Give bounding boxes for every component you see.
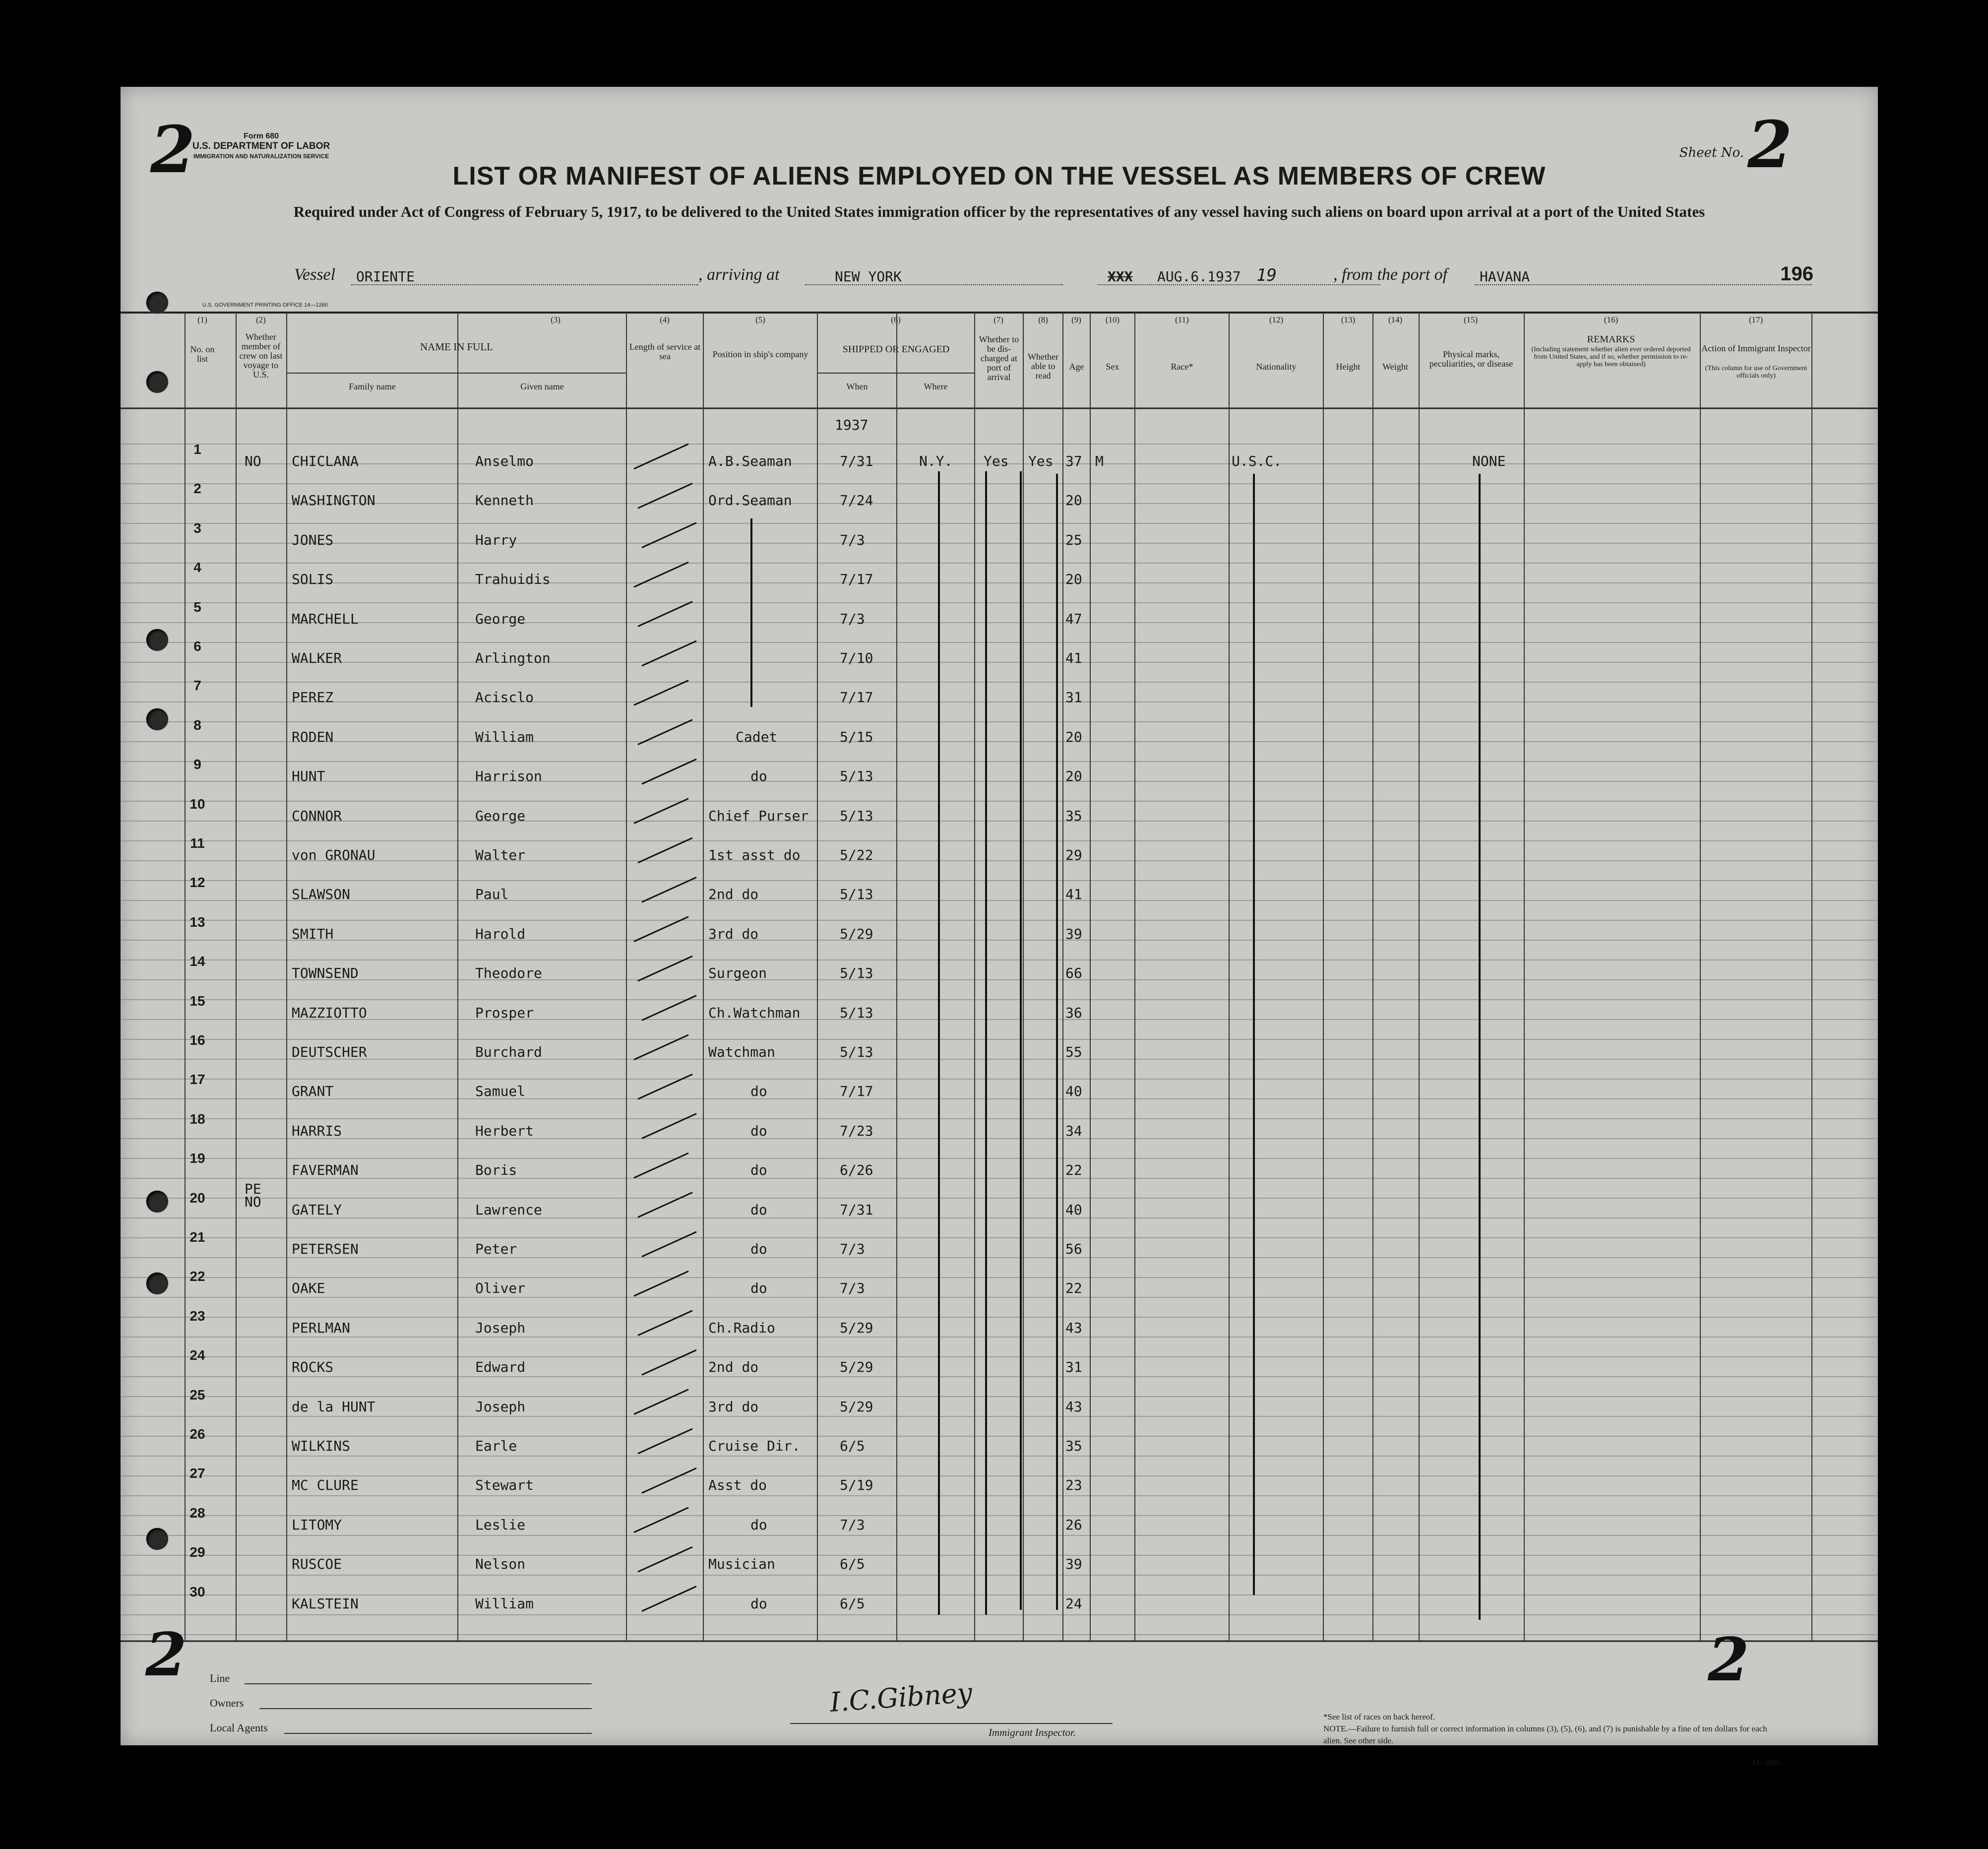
row-number: 21 (189, 1229, 205, 1245)
footer-owners-label: Owners (210, 1697, 244, 1709)
cell-position: do (750, 1122, 767, 1139)
column-number: (17) (1748, 315, 1763, 324)
cell-given: Joseph (475, 1398, 526, 1415)
cell-age: 20 (1065, 492, 1082, 509)
form-code: 14—1260 (1752, 1759, 1781, 1766)
cell-family: SMITH (292, 925, 334, 942)
header-age: Age (1069, 362, 1084, 372)
column-number: (8) (1038, 315, 1048, 324)
cell-when: 6/26 (840, 1162, 873, 1179)
row-number: 30 (189, 1584, 205, 1599)
row-number: 18 (189, 1111, 205, 1127)
row-number: 24 (189, 1347, 205, 1363)
service-tick (638, 483, 692, 508)
cell-family: SLAWSON (292, 886, 351, 903)
cell-family: ROCKS (292, 1359, 334, 1376)
service-tick (634, 1271, 688, 1296)
cell-age: 20 (1065, 768, 1082, 785)
cell-when: 7/3 (840, 531, 865, 548)
cell-given: Earle (475, 1438, 517, 1454)
cell-position: do (750, 768, 767, 785)
cell-family: von GRONAU (292, 847, 375, 863)
cell-when: 7/17 (840, 1083, 873, 1100)
header-sex: Sex (1106, 362, 1119, 372)
service-tick (642, 1350, 696, 1375)
cell-family: WALKER (292, 650, 342, 666)
footer-agents-rule (284, 1733, 592, 1734)
header-no-on-list: No. on list (190, 344, 215, 364)
cell-given: Edward (475, 1359, 526, 1376)
cell-family: LITOMY (292, 1516, 342, 1533)
cell-position: Ch.Radio (708, 1319, 775, 1336)
binder-hole (146, 292, 168, 314)
cell-age: 43 (1065, 1398, 1082, 1415)
cell-when: 5/29 (840, 1319, 873, 1336)
binder-hole (146, 1191, 168, 1212)
cell-when: 5/13 (840, 1004, 873, 1021)
cell-given: Joseph (475, 1319, 526, 1336)
cell-given: Trahuidis (475, 571, 551, 588)
cell-given: George (475, 807, 526, 824)
cell-given: Prosper (475, 1004, 534, 1021)
cell-when: 7/3 (840, 1241, 865, 1257)
inspector-rule (790, 1723, 1113, 1724)
service-tick (634, 444, 688, 469)
cell-when: 7/3 (840, 610, 865, 627)
cell-position: do (750, 1241, 767, 1257)
cell-when: 7/10 (840, 650, 873, 666)
row-number: 3 (193, 520, 201, 536)
service-tick (642, 1468, 696, 1493)
header-when: When (846, 382, 868, 391)
service-tick (634, 1390, 688, 1414)
cell-family: DEUTSCHER (292, 1044, 367, 1060)
binder-hole (146, 371, 168, 393)
footer-line-rule (245, 1683, 592, 1684)
cell-family: HARRIS (292, 1122, 342, 1139)
footer-note (1323, 1711, 1770, 1747)
service: IMMIGRATION AND NATURALIZATION SERVICE (193, 153, 329, 160)
cell-position: Cadet (736, 728, 778, 745)
cell-age: 47 (1065, 610, 1082, 627)
row-number: 9 (193, 757, 201, 772)
vessel-label: Vessel (294, 265, 336, 284)
cell-nationality: U.S.C. (1232, 453, 1282, 469)
cell-given: William (475, 1595, 534, 1612)
row-number: 13 (189, 914, 205, 930)
service-tick (642, 1114, 696, 1139)
cell-when: 7/17 (840, 689, 873, 706)
row-number: 10 (189, 796, 205, 812)
footer-line-label: Line (210, 1672, 230, 1684)
cell-position: do (750, 1162, 767, 1179)
cell-position: Cruise Dir. (708, 1438, 801, 1454)
cell-when: 7/24 (840, 492, 873, 509)
row-number: 8 (193, 717, 201, 733)
cell-family: HUNT (292, 768, 325, 785)
cell-position: do (750, 1201, 767, 1218)
cell-discharged: Yes (984, 453, 1009, 469)
column-number: (6) (891, 315, 901, 324)
cell-when: 6/5 (840, 1556, 865, 1573)
cell-position: Watchman (708, 1044, 775, 1060)
cell-age: 23 (1065, 1477, 1082, 1494)
service-tick (642, 759, 696, 784)
header-physical: Physical marks, peculiarities, or disease (1429, 349, 1513, 369)
binder-hole (146, 1273, 168, 1294)
cell-when: 5/29 (840, 1398, 873, 1415)
column-number: (7) (994, 315, 1003, 324)
cell-given: George (475, 610, 526, 627)
cell-age: 35 (1065, 1438, 1082, 1454)
header-position: Position in ship's company (712, 349, 808, 359)
header-remarks: REMARKS (1587, 334, 1635, 345)
cell-position: A.B.Seaman (708, 453, 792, 469)
row-number: 2 (193, 481, 201, 497)
cell-age: 25 (1065, 531, 1082, 548)
cell-family: TOWNSEND (292, 965, 359, 982)
service-tick (634, 680, 688, 705)
cell-family: OAKE (292, 1280, 325, 1297)
service-tick (634, 1508, 688, 1532)
service-tick (638, 1193, 692, 1217)
column-number: (4) (660, 315, 670, 324)
cell-position: Ch.Watchman (708, 1004, 801, 1021)
row-number: 29 (189, 1544, 205, 1560)
page-number: 196 (1780, 263, 1813, 285)
cell-age: 20 (1065, 728, 1082, 745)
cell-given: Paul (475, 886, 509, 903)
cell-when: 7/23 (840, 1122, 873, 1139)
cell-age: 37 (1065, 453, 1082, 469)
header-height: Height (1336, 362, 1361, 372)
column-number: (13) (1341, 315, 1356, 324)
header-discharged: Whether to be dis-charged at port of arrival (979, 334, 1019, 382)
cell-age: 66 (1065, 965, 1082, 982)
cell-family: PERLMAN (292, 1319, 351, 1336)
vessel-name: ORIENTE (356, 268, 415, 285)
header-length-service: Length of service at sea (629, 342, 701, 361)
cell-given: William (475, 728, 534, 745)
header-family-name: Family name (349, 382, 396, 391)
service-tick (634, 1035, 688, 1060)
service-tick (642, 1232, 696, 1257)
cell-when: 7/17 (840, 571, 873, 588)
service-tick (638, 1547, 692, 1572)
row-number: 20 (189, 1190, 205, 1206)
header-nationality: Nationality (1256, 362, 1297, 372)
sheet-label: Sheet No. (1679, 145, 1744, 160)
column-number: (16) (1604, 315, 1618, 324)
cell-given: Walter (475, 847, 526, 863)
sheet-number-bottom-left: 2 (145, 1620, 187, 1690)
row-number: 16 (189, 1032, 205, 1048)
cell-family: CHICLANA (292, 453, 359, 469)
cell-position: do (750, 1280, 767, 1297)
cell-age: 39 (1065, 925, 1082, 942)
page-title: LIST OR MANIFEST OF ALIENS EMPLOYED ON THE VESSEL AS MEMBERS OF CREW (452, 162, 1546, 191)
cell-position: do (750, 1595, 767, 1612)
cell-family: WILKINS (292, 1438, 351, 1454)
sheet-number-top-left: 2 (150, 112, 195, 188)
cell-physical: NONE (1472, 453, 1506, 469)
sheet-number-bottom-right: 2 (1708, 1625, 1749, 1695)
row-number: 11 (190, 835, 205, 851)
cell-age: 26 (1065, 1516, 1082, 1533)
struck-text: XXX (1108, 268, 1133, 285)
cell-age: 22 (1065, 1162, 1082, 1179)
cell-age: 29 (1065, 847, 1082, 863)
cell-age: 56 (1065, 1241, 1082, 1257)
cell-family: MC CLURE (292, 1477, 359, 1494)
cell-family: RODEN (292, 728, 334, 745)
service-tick (634, 1153, 688, 1178)
cell-family: GRANT (292, 1083, 334, 1100)
inspector-label: Immigrant Inspector. (989, 1726, 1076, 1738)
service-tick (642, 996, 696, 1020)
cell-given: Boris (475, 1162, 517, 1179)
cell-when: 6/5 (840, 1438, 865, 1454)
from-port: HAVANA (1480, 268, 1530, 285)
from-label: , from the port of (1333, 265, 1448, 284)
cell-given: Herbert (475, 1122, 534, 1139)
arriving-label: , arriving at (698, 265, 780, 284)
cell-age: 40 (1065, 1201, 1082, 1218)
cell-given: Lawrence (475, 1201, 542, 1218)
cell-age: 34 (1065, 1122, 1082, 1139)
cell-family: CONNOR (292, 807, 342, 824)
manifest-sheet (121, 87, 1878, 1766)
cell-given: Nelson (475, 1556, 526, 1573)
column-number: (5) (755, 315, 765, 324)
department: U.S. DEPARTMENT OF LABOR (192, 141, 330, 151)
cell-when: 5/13 (840, 886, 873, 903)
cell-when: 6/5 (840, 1595, 865, 1612)
row-number: 17 (189, 1072, 205, 1087)
cell-age: 31 (1065, 1359, 1082, 1376)
arriving-port: NEW YORK (835, 268, 902, 285)
cell-given: Harrison (475, 768, 542, 785)
cell-when: 7/3 (840, 1516, 865, 1533)
binder-hole (146, 629, 168, 651)
header-action-note: (This column for use of Government officials only) (1705, 365, 1807, 380)
date-century: 19 (1256, 265, 1277, 285)
footer-owners-rule (259, 1708, 592, 1709)
row-number: 5 (193, 599, 201, 615)
header-given-name: Given name (520, 382, 564, 391)
cell-when: 5/13 (840, 1044, 873, 1060)
cell-position: do (750, 1516, 767, 1533)
row-number: 23 (189, 1308, 205, 1324)
column-number: (1) (197, 315, 207, 324)
row-number: 26 (189, 1426, 205, 1442)
cell-given: Harry (475, 531, 517, 548)
cell-position: 2nd do (708, 1359, 759, 1376)
cell-when: 7/31 (840, 453, 873, 469)
service-tick (638, 838, 692, 863)
cell-when: 5/13 (840, 807, 873, 824)
binder-hole (146, 708, 168, 730)
year-header: 1937 (835, 417, 869, 433)
cell-family: RUSCOE (292, 1556, 342, 1573)
cell-given: Oliver (475, 1280, 526, 1297)
header-remarks-note: (Including statement whether alien ever ordered deported from United States, and if so, whether permission to re-apply has been obtained) (1531, 346, 1691, 368)
cell-given: Samuel (475, 1083, 526, 1100)
row-number: 7 (193, 678, 201, 694)
cell-when: 5/29 (840, 925, 873, 942)
cell-member: NO (245, 453, 261, 469)
cell-sex: M (1095, 453, 1104, 469)
column-dividers (185, 313, 1812, 1641)
cell-family: GATELY (292, 1201, 342, 1218)
header-race: Race* (1171, 362, 1193, 372)
cell-family: de la HUNT (292, 1398, 375, 1415)
cell-age: 40 (1065, 1083, 1082, 1100)
page-subtitle: Required under Act of Congress of February 5, 1917, to be delivered to the United States immigration officer by the representatives of any vessel having such aliens on board upon arrival at a port of the United States (293, 203, 1705, 220)
cell-given: Arlington (475, 650, 551, 666)
column-number: (2) (256, 315, 266, 324)
cell-position: Chief Purser (708, 807, 809, 824)
cell-age: 36 (1065, 1004, 1082, 1021)
printing-office: U.S. GOVERNMENT PRINTING OFFICE 14—1260 (202, 302, 328, 308)
header-where: Where (924, 382, 948, 391)
cell-age: 35 (1065, 807, 1082, 824)
cell-position: 2nd do (708, 886, 759, 903)
column-number: (10) (1105, 315, 1120, 324)
header-able-read: Whether able to read (1028, 352, 1058, 381)
header-action: Action of Immigrant Inspector (1701, 343, 1811, 353)
row-number: 19 (189, 1150, 205, 1166)
note-races: *See list of races on back hereof. (1323, 1712, 1435, 1721)
row-number: 14 (189, 954, 205, 969)
cell-when: 5/29 (840, 1359, 873, 1376)
cell-age: 31 (1065, 689, 1082, 706)
cell-position: 3rd do (708, 1398, 759, 1415)
cell-given: Kenneth (475, 492, 534, 509)
column-number: (11) (1175, 315, 1189, 324)
cell-when: 7/31 (840, 1201, 873, 1218)
service-tick (634, 799, 688, 824)
header-shipped: SHIPPED OR ENGAGED (842, 344, 950, 355)
cell-position: do (750, 1083, 767, 1100)
header-weight: Weight (1382, 362, 1408, 372)
arrival-date: AUG.6.1937 (1157, 268, 1241, 285)
column-number: (3) (551, 315, 560, 324)
service-tick (642, 523, 696, 548)
binder-hole (146, 1528, 168, 1550)
cell-family: WASHINGTON (292, 492, 375, 509)
service-tick (642, 1587, 696, 1611)
ruled-lines (121, 444, 1878, 1635)
cell-given: Burchard (475, 1044, 542, 1060)
cell-where: N.Y. (919, 453, 953, 469)
column-number: (9) (1071, 315, 1081, 324)
cell-given: Leslie (475, 1516, 526, 1533)
cell-family: SOLIS (292, 571, 334, 588)
cell-when: 5/13 (840, 965, 873, 982)
row-number: 12 (189, 875, 205, 891)
service-tick (642, 877, 696, 902)
cell-family: FAVERMAN (292, 1162, 359, 1179)
cell-given: Harold (475, 925, 526, 942)
cell-position: Ord.Seaman (708, 492, 792, 509)
column-number: (15) (1463, 315, 1478, 324)
cell-read: Yes (1028, 453, 1054, 469)
cell-age: 20 (1065, 571, 1082, 588)
row-number: 4 (193, 560, 201, 575)
cell-age: 43 (1065, 1319, 1082, 1336)
cell-when: 5/22 (840, 847, 873, 863)
service-tick (638, 1074, 692, 1099)
cell-position: Surgeon (708, 965, 767, 982)
cell-when: 5/13 (840, 768, 873, 785)
row-number: 25 (189, 1387, 205, 1403)
cell-when: 5/15 (840, 728, 873, 745)
cell-family: KALSTEIN (292, 1595, 359, 1612)
cell-member: PE NO (245, 1180, 261, 1210)
cell-age: 41 (1065, 650, 1082, 666)
cell-when: 5/19 (840, 1477, 873, 1494)
cell-family: JONES (292, 531, 334, 548)
form-number: Form 680 (244, 132, 279, 140)
cell-position: Musician (708, 1556, 775, 1573)
sheet-number-top-right: 2 (1747, 107, 1793, 183)
cell-age: 22 (1065, 1280, 1082, 1297)
row-number: 28 (189, 1505, 205, 1521)
cell-family: PEREZ (292, 689, 334, 706)
cell-position: 3rd do (708, 925, 759, 942)
service-tick (638, 1311, 692, 1336)
header-name-in-full: NAME IN FULL (420, 341, 493, 353)
cell-given: Theodore (475, 965, 542, 982)
cell-position: 1st asst do (708, 847, 801, 863)
cell-position: Asst do (708, 1477, 767, 1494)
row-number: 22 (189, 1269, 205, 1284)
row-number: 15 (189, 993, 205, 1009)
service-tick (638, 720, 692, 745)
inspector-signature: I.C.Gibney (829, 1677, 974, 1718)
cell-given: Peter (475, 1241, 517, 1257)
cell-family: MARCHELL (292, 610, 359, 627)
cell-age: 55 (1065, 1044, 1082, 1060)
row-number: 27 (189, 1466, 205, 1481)
cell-when: 7/3 (840, 1280, 865, 1297)
cell-given: Anselmo (475, 453, 534, 469)
cell-family: MAZZIOTTO (292, 1004, 367, 1021)
cell-given: Acisclo (475, 689, 534, 706)
cell-family: PETERSEN (292, 1241, 359, 1257)
header-member-last-voyage: Whether member of crew on last voyage to U.S. (239, 332, 283, 380)
column-number: (14) (1388, 315, 1403, 324)
cell-given: Stewart (475, 1477, 534, 1494)
footer-agents-label: Local Agents (210, 1721, 268, 1734)
note-penalty: NOTE.—Failure to furnish full or correct information in columns (3), (5), (6), and (7) is punishable by a fine of ten dollars for each alien. See other side. (1323, 1724, 1767, 1745)
column-number: (12) (1269, 315, 1284, 324)
row-number: 6 (193, 638, 201, 654)
cell-age: 41 (1065, 886, 1082, 903)
service-tick (638, 1429, 692, 1454)
row-number: 1 (193, 442, 201, 457)
cell-age: 24 (1065, 1595, 1082, 1612)
cell-age: 39 (1065, 1556, 1082, 1573)
